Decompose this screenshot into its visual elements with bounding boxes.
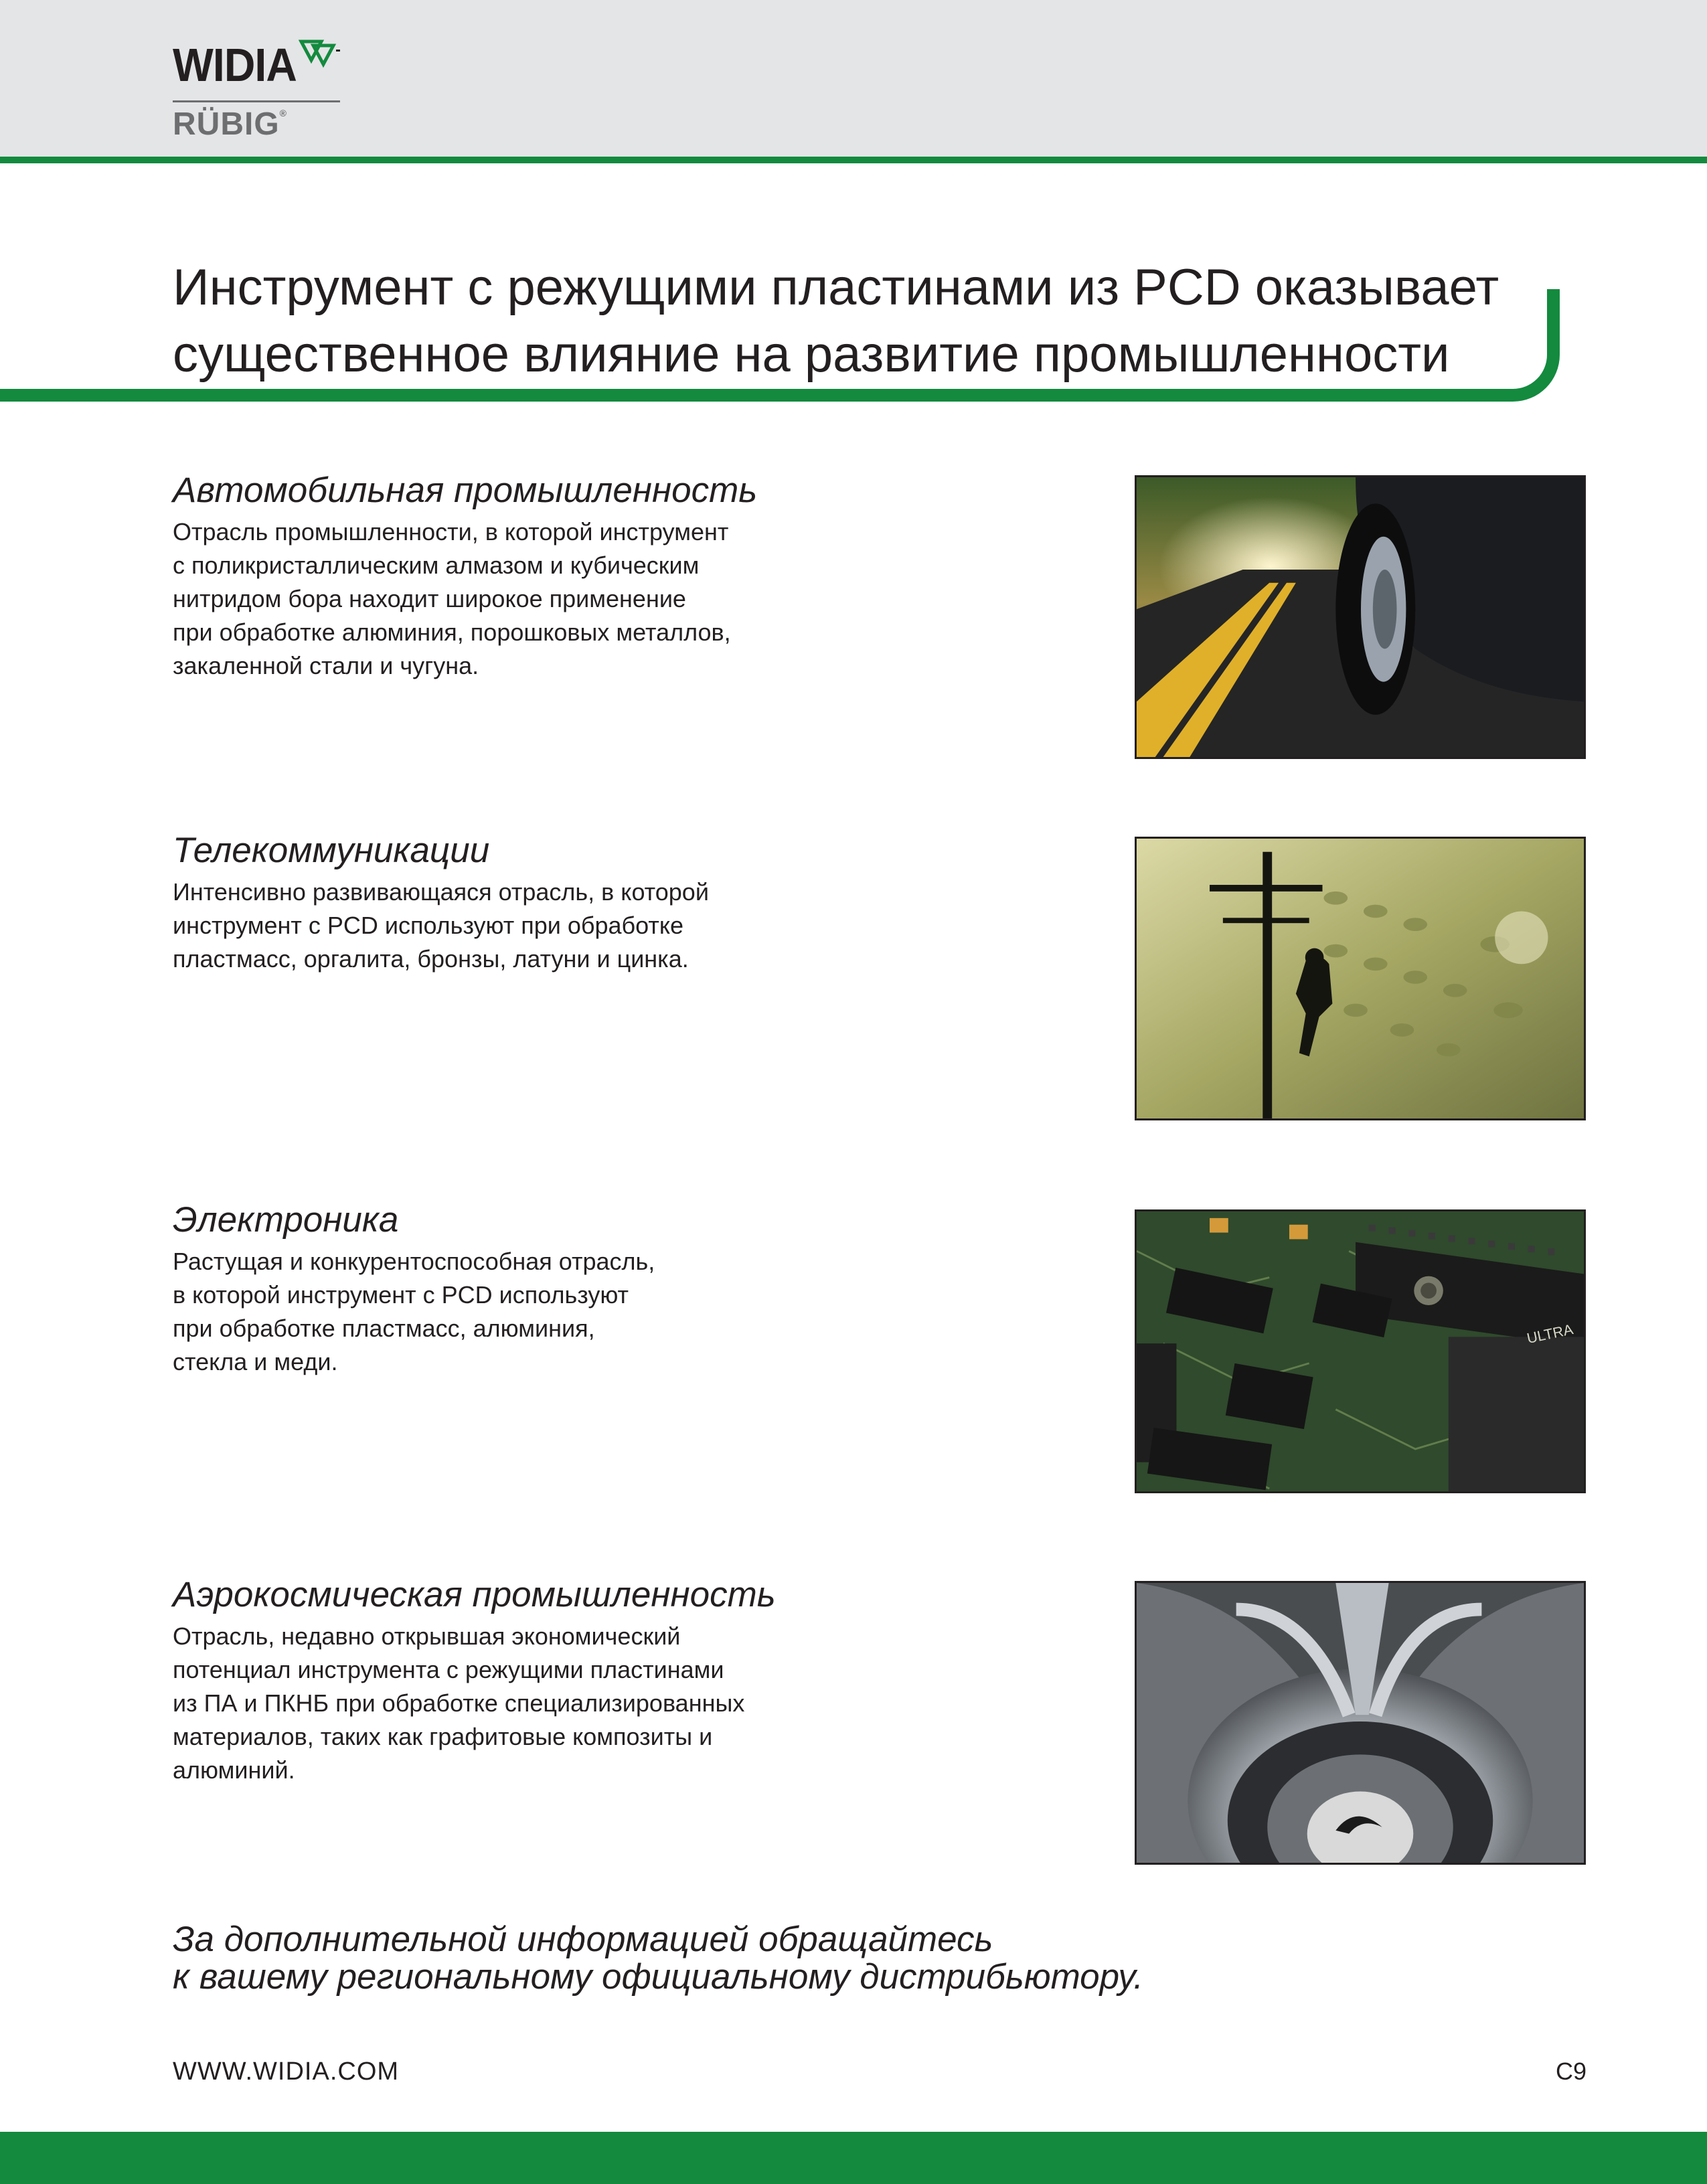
section-text: Отрасль промышленности, в которой инструмент с поликристаллическим алмазом и кубическим нитридом бора находит широкое применение при обработке алюминия, порошковых металлов, закаленной стали и чугуна. bbox=[173, 518, 731, 679]
car-wheel-road-photo bbox=[1135, 475, 1586, 759]
section-aerospace bbox=[173, 1573, 1043, 1787]
widia-rubig-logo bbox=[173, 41, 347, 149]
contact-note bbox=[173, 1921, 1378, 1996]
header-accent-line bbox=[0, 157, 1707, 163]
page-number: C9 bbox=[1555, 2057, 1587, 2085]
logo-divider bbox=[173, 100, 340, 102]
circuit-board-label: ULTRA bbox=[1525, 1321, 1575, 1347]
jet-engine-photo bbox=[1135, 1581, 1586, 1865]
page-title bbox=[173, 254, 1578, 388]
logo-rubig-text: RÜBIG® bbox=[173, 106, 287, 142]
logo-widia-text: WIDIA bbox=[173, 39, 297, 91]
widia-triangle-icon bbox=[299, 37, 345, 71]
section-text: Отрасль, недавно открывшая экономический потенциал инструмента с режущими пластинами из ПА и ПКНБ при обработке специализированных материалов, таких как графитовые композиты и алюминий. bbox=[173, 1622, 745, 1784]
page-title-line-1: Инструмент с режущими пластинами из PCD оказывает bbox=[173, 259, 1499, 316]
section-text: Растущая и конкурентоспособная отрасль, в которой инструмент с PCD используют при обработке пластмасс, алюминия, стекла и меди. bbox=[173, 1248, 655, 1375]
section-heading: Аэрокосмическая промышленность bbox=[173, 1575, 776, 1614]
section-automotive bbox=[173, 469, 1043, 683]
page-title-line-2: существенное влияние на развитие промышленности bbox=[173, 326, 1450, 383]
section-heading: Телекоммуникации bbox=[173, 831, 490, 870]
section-heading: Автомобильная промышленность bbox=[173, 471, 758, 510]
section-text: Интенсивно развивающаяся отрасль, в которой инструмент с PCD используют при обработке пластмасс, оргалита, бронзы, латуни и цинка. bbox=[173, 878, 709, 973]
website-link[interactable]: WWW.WIDIA.COM bbox=[173, 2057, 400, 2086]
section-heading: Электроника bbox=[173, 1200, 399, 1240]
section-electronics bbox=[173, 1198, 1043, 1379]
footer-band bbox=[0, 2132, 1707, 2184]
circuit-board-photo bbox=[1135, 1209, 1586, 1493]
utility-pole-worker-photo bbox=[1135, 837, 1586, 1120]
contact-note-line-1: За дополнительной информацией обращайтесь bbox=[173, 1920, 993, 1959]
contact-note-line-2: к вашему региональному официальному дистрибьютору. bbox=[173, 1957, 1144, 1997]
section-telecommunications bbox=[173, 829, 1043, 976]
